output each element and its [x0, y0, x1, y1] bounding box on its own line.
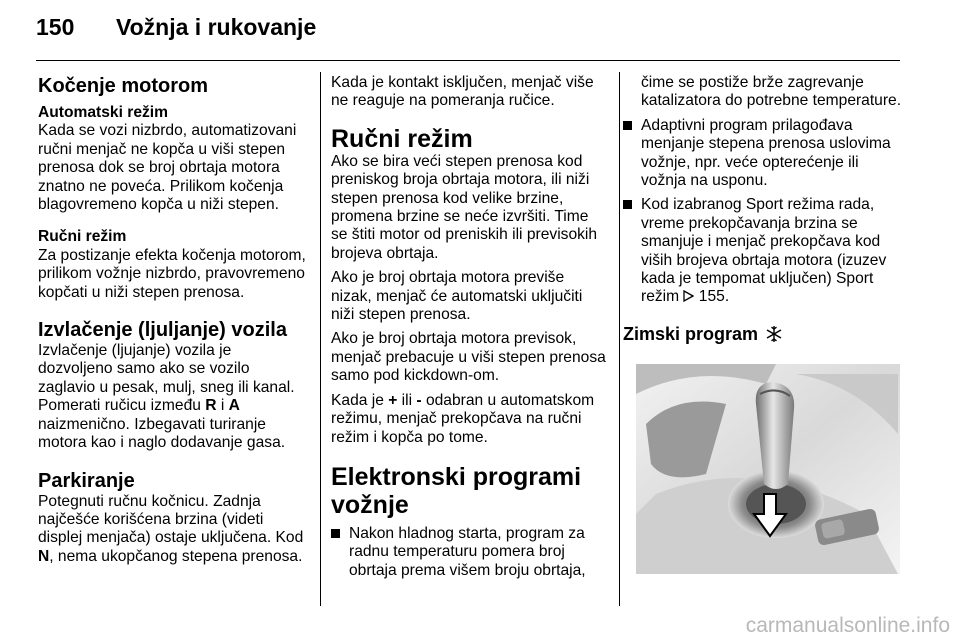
parking-text [38, 493, 308, 567]
parking-text-part: Potegnuti ručnu kočnicu. Zadnja najčešće korišćena brzina (videti displej menjača) ostaje uključena. Kod [38, 492, 304, 547]
auto-mode-text: Kada se vozi nizbrdo, automatizovani ručni menjač ne kopča u viši stepen prenosa dok se broj obrtaja motora znatno ne poveća. Prilikom kočenja blagovremeno kopča u niži stepen. [38, 122, 297, 214]
minus-symbol: - [416, 391, 422, 409]
ignition-off-text: Kada je kontakt isključen, menjač više ne reaguje na pomeranja ručice. [331, 74, 594, 110]
manual-mode-text: Za postizanje efekta kočenja motorom, prilikom vožnje nizbrdo, pravovremeno kopčati u niži stepen prenosa. [38, 246, 306, 301]
watermark: carmanualsonline.info [745, 614, 950, 637]
column-divider-2 [619, 72, 620, 606]
page-number: 150 [36, 14, 75, 40]
column-3 [623, 74, 905, 349]
snowflake-icon [765, 325, 783, 349]
section-programs-title: Elektronski programi vožnje [331, 462, 582, 519]
rocking-text-part: Izvlačenje (ljujanje) vozila je dozvoljeno samo ako se vozilo zaglavio u pesak, mulj, sneg ili kanal. Pomerati ručicu između [38, 342, 295, 415]
gear-a-label: A [228, 397, 240, 415]
bullet-icon [331, 529, 340, 538]
plus-symbol: + [388, 391, 398, 409]
manual-paragraph-2: Ako je broj obrtaja motora previše nizak, menjač će automatski uključiti niži stepen prenosa. [331, 269, 583, 324]
manual-paragraph-4 [331, 392, 607, 447]
section-rocking-title: Izvlačenje (ljuljanje) vozila [38, 319, 287, 342]
rocking-text-part: naizmenično. Izbegavati turiranje motora kao i naglo dodavanje gasa. [38, 415, 286, 452]
chapter-title: Vožnja i rukovanje [116, 14, 317, 40]
bullet-icon [623, 200, 632, 209]
manual-p4-part: odabran u automatskom režimu, menjač prekopčava na ručni režim i kopča po tome. [331, 391, 595, 446]
programs-list-continued [623, 117, 905, 308]
header-rule [36, 60, 900, 61]
manual-paragraph-1: Ako se bira veći stepen prenosa kod preniskog broja obrtaja motora, ili niži stepen prenosa kod velike brzine, promena brzine se neće izvršiti. Time se štiti motor od preniskih ili previsokih brojeva obrtaja. [331, 152, 598, 262]
list-item [623, 117, 905, 191]
bullet-icon [623, 121, 632, 130]
rocking-and-text: i [216, 397, 229, 415]
section-winter-title [623, 322, 905, 349]
column-2 [331, 74, 607, 586]
bullet-1-continued: čime se postiže brže zagrevanje katalizatora do potrebne temperature. [641, 74, 902, 110]
parking-text-part: , nema ukopčanog stepena prenosa. [49, 547, 303, 565]
programs-list [331, 525, 607, 580]
triangle-reference-icon [683, 289, 694, 307]
list-item-text: Kod izabranog Sport režima rada, vreme prekopčavanja brzina se smanjuje i menjač prekopčava kod viših brojeva obrtaja motora (izuzev kada je tempomat uključen) Sport režim [641, 196, 887, 306]
column-1 [38, 74, 308, 566]
section-parking-title: Parkiranje [38, 469, 135, 492]
section-manual-mode-title: Ručni režim [331, 124, 473, 153]
list-item [331, 525, 607, 580]
winter-title-text: Zimski program [623, 323, 759, 344]
manual-p4-part: Kada je [331, 391, 389, 409]
page-reference[interactable]: 155. [698, 288, 730, 306]
gear-n-label: N [38, 547, 50, 565]
gear-r-label: R [205, 397, 217, 415]
column-divider-1 [320, 72, 321, 606]
list-item [623, 196, 905, 307]
section-engine-braking-title: Kočenje motorom [38, 75, 209, 97]
manual-paragraph-3: Ako je broj obrtaja motora previsok, menjač prebacuje u viši stepen prenosa samo pod kickdown-om. [331, 330, 606, 385]
list-item-text: Adaptivni program prilagođava menjanje stepena prenosa uslovima vožnje, npr. veće opterećenje ili vožnja na usponu. [641, 116, 891, 190]
list-item-text: Nakon hladnog starta, program za radnu temperaturu pomera broj obrtaja prema višem broju obrtaja, [349, 524, 586, 579]
rocking-text [38, 342, 308, 452]
subsection-manual-mode-title: Ručni režim [38, 228, 127, 246]
gear-selector-photo [636, 364, 900, 574]
subsection-auto-mode-title: Automatski režim [38, 104, 168, 121]
manual-p4-part: ili [397, 391, 417, 409]
